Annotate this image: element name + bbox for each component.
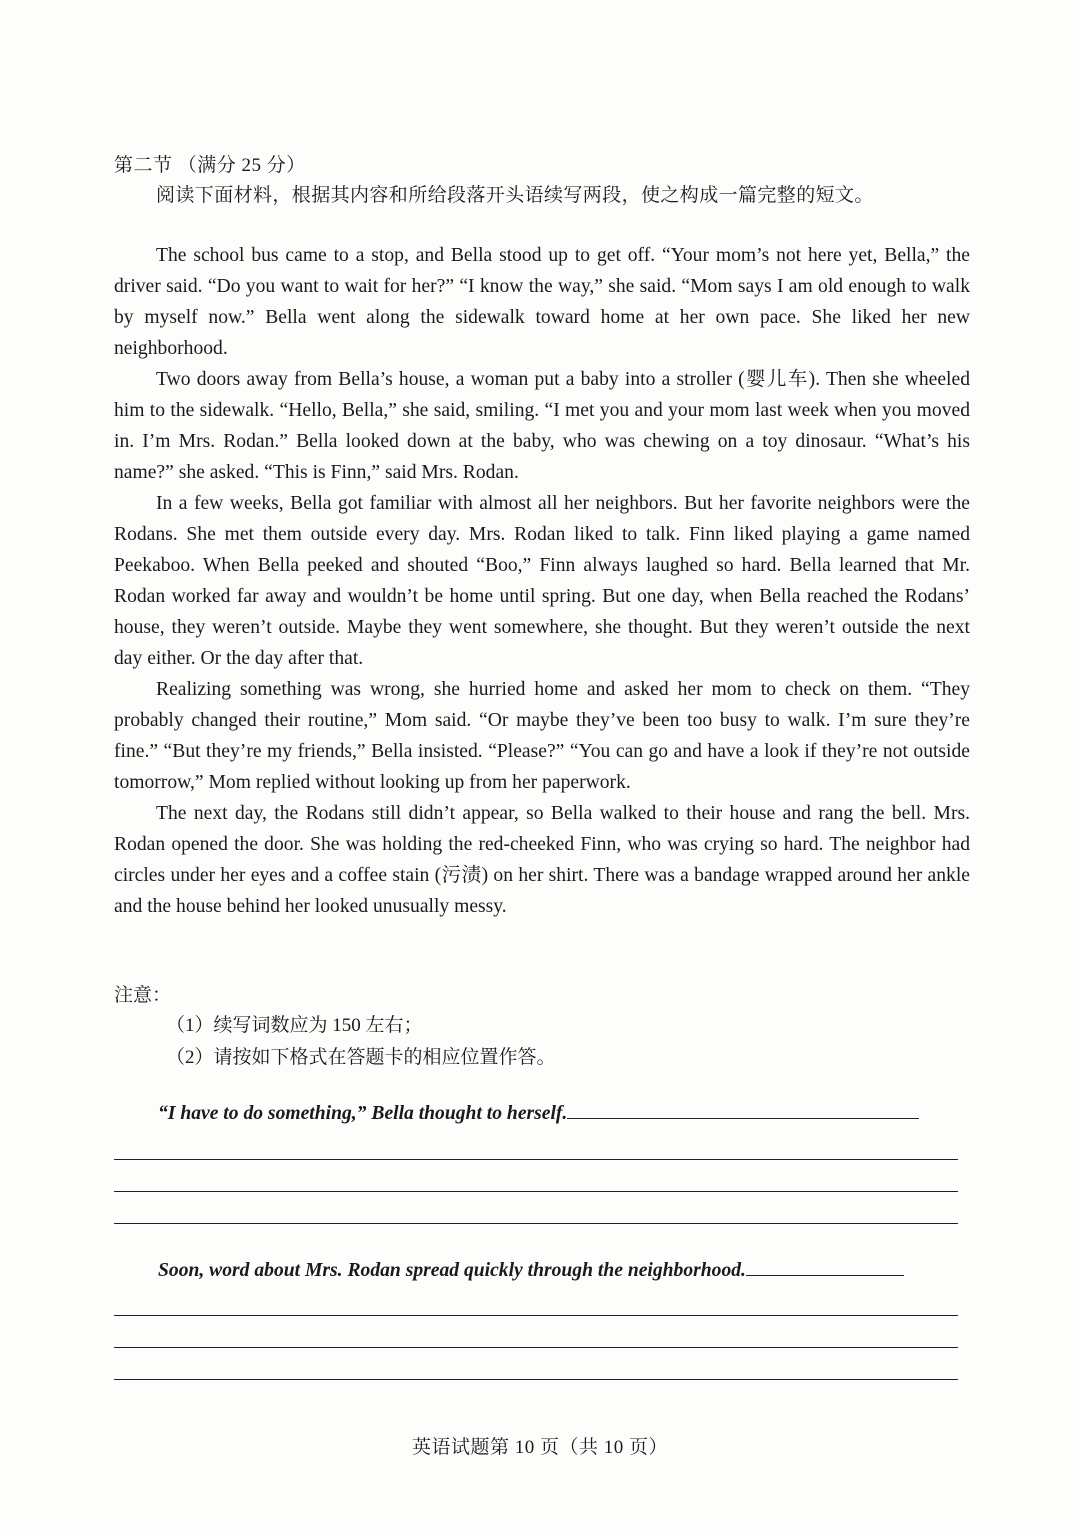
prompt-1-text: “I have to do something,” Bella thought to herself. [158,1103,568,1124]
section-instruction: 阅读下面材料，根据其内容和所给段落开头语续写两段，使之构成一篇完整的短文。 [156,185,874,206]
reading-passage [114,240,970,922]
section-title: 第二节 （满分 25 分） [114,155,306,176]
passage-paragraph-1: The school bus came to a stop, and Bella stood up to get off. “Your mom’s not here yet, Bella,” the driver said. “Do you want to wait for her?” “I know the way,” she said. “Mom says I am old enough to walk by myself now.” Bella went along the sidewalk toward home at her own pace. She liked her new neighborhood. [114,245,970,359]
answer-line[interactable] [114,1347,958,1348]
passage-paragraph-5: The next day, the Rodans still didn’t appear, so Bella walked to their house and rang the bell. Mrs. Rodan opened the door. She was holding the red-cheeked Finn, who was crying so hard. The neighbor had circles under her eyes and a coffee stain (污渍) on her shirt. There was a bandage wrapped around her ankle and the house behind her looked unusually messy. [114,803,970,917]
passage-paragraph-4: Realizing something was wrong, she hurried home and asked her mom to check on them. “They probably changed their routine,” Mom said. “Or maybe they’ve been too busy to walk. I’m sure they’re fine.” “But they’re my friends,” Bella insisted. “Please?” “You can go and have a look if they’re not outside tomorrow,” Mom replied without looking up from her paperwork. [114,679,970,793]
continuation-prompt-1 [158,1103,919,1125]
note-item-2: （2）请按如下格式在答题卡的相应位置作答。 [166,1047,556,1068]
prompt-2-blank[interactable] [746,1274,904,1276]
prompt-2-text: Soon, word about Mrs. Rodan spread quickly through the neighborhood. [158,1260,746,1281]
answer-line[interactable] [114,1223,958,1224]
page-footer: 英语试题第 10 页（共 10 页） [411,1437,668,1458]
notes-list [166,1010,556,1074]
continuation-prompt-2 [158,1260,904,1282]
notes-label: 注意： [114,985,172,1006]
passage-paragraph-2: Two doors away from Bella’s house, a woman put a baby into a stroller (婴儿车). Then she wheeled him to the sidewalk. “Hello, Bella,” she said, smiling. “I met you and your mom last week when you moved in. I’m Mrs. Rodan.” Bella looked down at the baby, who was chewing on a toy dinosaur. “What’s his name?” she asked. “This is Finn,” said Mrs. Rodan. [114,369,970,483]
note-item-1: （1）续写词数应为 150 左右； [166,1015,423,1036]
passage-paragraph-3: In a few weeks, Bella got familiar with almost all her neighbors. But her favorite neighbors were the Rodans. She met them outside every day. Mrs. Rodan liked to talk. Finn liked playing a game named Peekaboo. When Bella peeked and shouted “Boo,” Finn always laughed so hard. Bella learned that Mr. Rodan worked far away and wouldn’t be home until spring. But one day, when Bella reached the Rodans’ house, they weren’t outside. Maybe they went somewhere, she thought. But they weren’t outside the next day either. Or the day after that. [114,493,970,669]
answer-line[interactable] [114,1315,958,1316]
answer-line[interactable] [114,1191,958,1192]
answer-line[interactable] [114,1379,958,1380]
answer-line[interactable] [114,1159,958,1160]
prompt-1-blank[interactable] [567,1117,919,1119]
